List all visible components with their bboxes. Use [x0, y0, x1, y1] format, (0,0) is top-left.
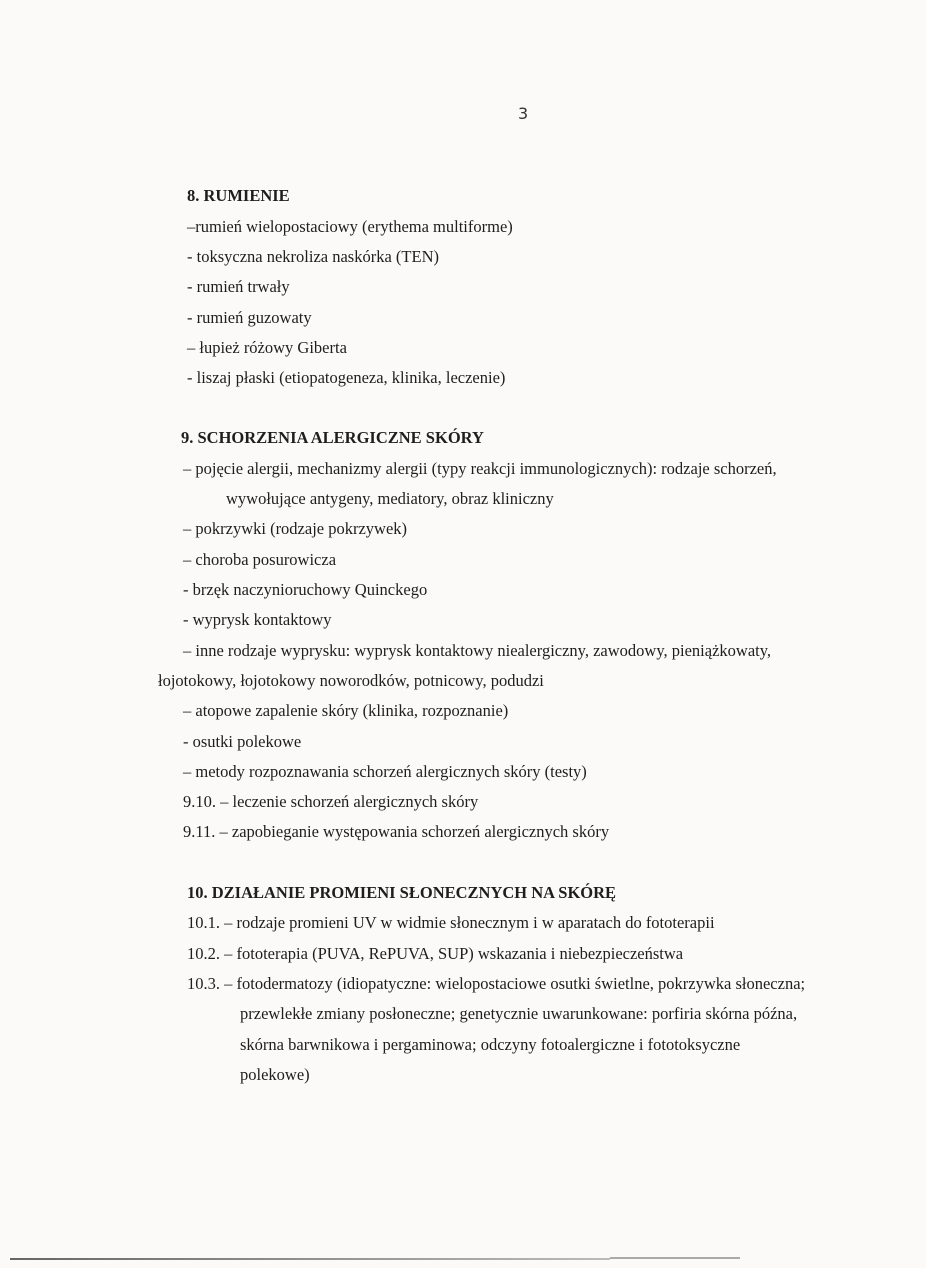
section-9-item: – metody rozpoznawania schorzeń alergicznych skóry (testy) — [183, 762, 587, 781]
scan-edge-line — [610, 1257, 740, 1259]
section-10-heading: 10. DZIAŁANIE PROMIENI SŁONECZNYCH NA SKÓRĘ — [187, 883, 617, 902]
section-10-item: 10.1. – rodzaje promieni UV w widmie słonecznym i w aparatach do fototerapii — [187, 913, 715, 932]
section-9-item: – choroba posurowicza — [183, 550, 337, 569]
section-9-heading: 9. SCHORZENIA ALERGICZNE SKÓRY — [181, 428, 484, 447]
section-9-item: - brzęk naczynioruchowy Quinckego — [183, 580, 428, 599]
section-8-item: - toksyczna nekroliza naskórka (TEN) — [187, 247, 439, 266]
section-9-item: – pojęcie alergii, mechanizmy alergii (typy reakcji immunologicznych): rodzaje schorzeń, — [183, 459, 777, 478]
section-8-item: - rumień guzowaty — [187, 308, 312, 327]
section-9-item: 9.11. – zapobieganie występowania schorzeń alergicznych skóry — [183, 822, 610, 841]
page-number: 3 — [518, 104, 529, 123]
section-10-item-continuation: przewlekłe zmiany posłoneczne; genetycznie uwarunkowane: porfiria skórna późna, — [240, 1004, 798, 1023]
section-10-item: 10.3. – fotodermatozy (idiopatyczne: wielopostaciowe osutki świetlne, pokrzywka słoneczna; — [187, 974, 806, 993]
section-10-item: 10.2. – fototerapia (PUVA, RePUVA, SUP) wskazania i niebezpieczeństwa — [187, 944, 684, 963]
section-9-item: - osutki polekowe — [183, 732, 302, 751]
section-10-item-continuation: polekowe) — [240, 1065, 310, 1084]
section-8-heading: 8. RUMIENIE — [187, 186, 290, 205]
section-9-item: - wyprysk kontaktowy — [183, 610, 332, 629]
section-9-item-continuation: wywołujące antygeny, mediatory, obraz kliniczny — [226, 489, 554, 508]
section-8-item: – łupież różowy Giberta — [187, 338, 347, 357]
scan-edge-line — [10, 1258, 610, 1260]
section-9-item: – atopowe zapalenie skóry (klinika, rozpoznanie) — [183, 701, 509, 720]
section-10-item-continuation: skórna barwnikowa i pergaminowa; odczyny fotoalergiczne i fototoksyczne — [240, 1035, 741, 1054]
section-9-item-continuation: łojotokowy, łojotokowy noworodków, potnicowy, podudzi — [158, 671, 544, 690]
section-8-item: –rumień wielopostaciowy (erythema multiforme) — [187, 217, 513, 236]
section-8-item: - rumień trwały — [187, 277, 290, 296]
section-8-item: - liszaj płaski (etiopatogeneza, klinika, leczenie) — [187, 368, 506, 387]
section-9-item: 9.10. – leczenie schorzeń alergicznych skóry — [183, 792, 479, 811]
section-9-item: – pokrzywki (rodzaje pokrzywek) — [183, 519, 408, 538]
section-9-item: – inne rodzaje wyprysku: wyprysk kontaktowy niealergiczny, zawodowy, pieniążkowaty, — [183, 641, 772, 660]
